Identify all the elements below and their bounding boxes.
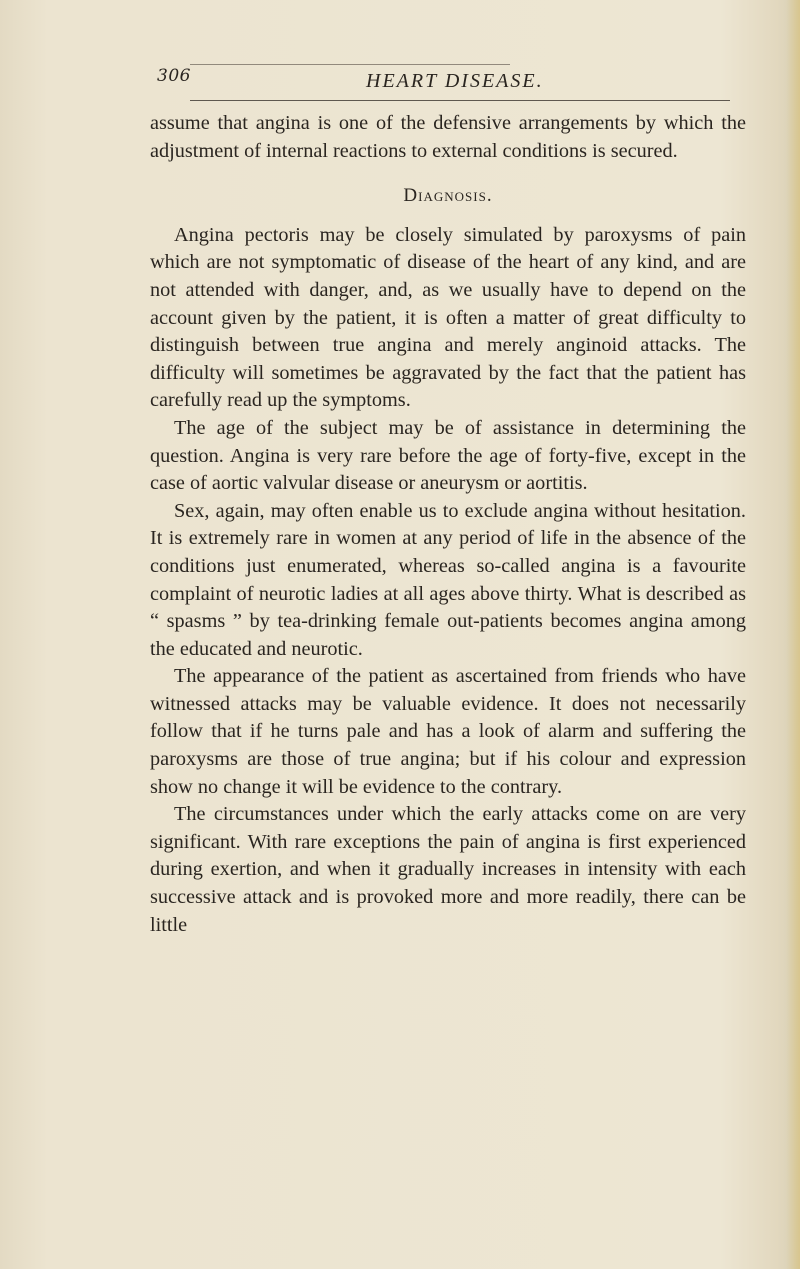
paragraph: Angina pectoris may be closely simulated by paroxysms of pain which are not symptomatic of disease of the heart of any kind, and are not attended with danger, and, as we usually have to depend on the account given by the patient, it is often a matter of great difficulty to distinguish between true angina and merely anginoid attacks. The difficulty will sometimes be aggravated by the fact that the patient has carefully read up the symptoms.	[150, 223, 746, 412]
paragraph: Sex, again, may often enable us to exclude angina without hesitation. It is extremely rare in women at any period of life in the absence of the conditions just enumerated, whereas so-called angina is a favourite complaint of neurotic ladies at all ages above thirty. What is described as “ spasms ” by tea-drinking female out-patients becomes angina among the educated and neurotic.	[150, 499, 746, 660]
page-number: 306	[157, 66, 191, 86]
section-heading: Diagnosis.	[403, 185, 493, 207]
running-head: HEART DISEASE.	[366, 70, 544, 92]
paragraph: The appearance of the patient as ascertained from friends who have witnessed attacks may be valuable evidence. It does not necessarily follow that if he turns pale and has a look of alarm and suffering the paroxysms are those of true angina; but if his colour and expression show no change it will be evidence to the contrary.	[150, 665, 746, 798]
page-edge-shadow	[786, 0, 800, 1269]
opening-paragraph: assume that angina is one of the defensive arrangements by which the adjustment of internal reactions to external conditions is secured.	[150, 112, 746, 162]
header-rule	[190, 100, 730, 101]
paragraph: The circumstances under which the early attacks come on are very significant. With rare exceptions the pain of angina is first experienced during exertion, and when it gradually increases in intensity with each successive attack and is provoked more and more readily, there can be little	[150, 803, 746, 936]
body-text	[150, 110, 746, 939]
top-rule	[190, 64, 510, 65]
paragraph: The age of the subject may be of assistance in determining the question. Angina is very rare before the age of forty-five, except in the case of aortic valvular disease or aneurysm or aortitis.	[150, 416, 746, 495]
